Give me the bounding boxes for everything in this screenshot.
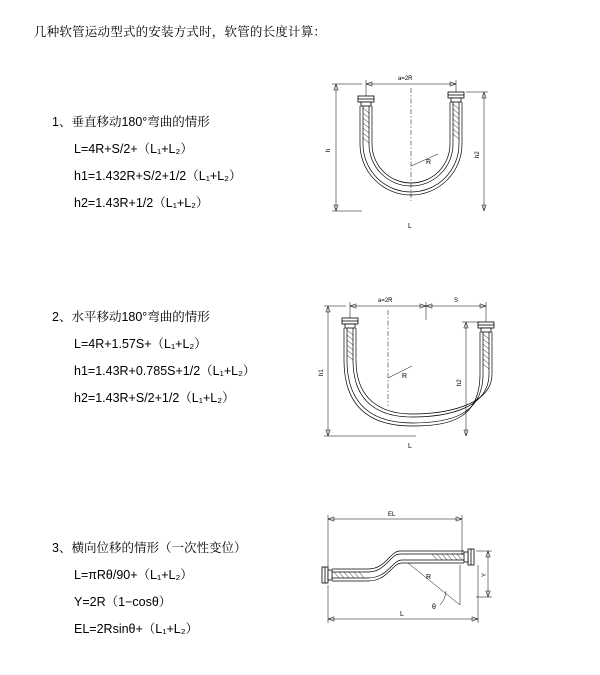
case-1-text-block bbox=[52, 112, 242, 211]
case-1-formula-1: L=4R+S/2+（L₁+L₂） bbox=[74, 142, 193, 156]
case-2-text-block bbox=[52, 307, 255, 406]
svg-text:θ: θ bbox=[432, 604, 436, 611]
svg-text:R: R bbox=[426, 159, 432, 166]
case-3-formula-2: Y=2R（1−cosθ） bbox=[74, 595, 172, 609]
svg-text:L: L bbox=[400, 611, 404, 618]
svg-text:R: R bbox=[426, 574, 432, 581]
case-2-diagram bbox=[316, 286, 516, 466]
case-1-formula-3: h2=1.43R+1/2（L₁+L₂） bbox=[74, 196, 209, 210]
case-3-figure bbox=[300, 505, 510, 640]
case-3-formula-3: EL=2Rsinθ+（L₁+L₂） bbox=[74, 622, 199, 636]
case-2-formula-3: h2=1.43R+S/2+1/2（L₁+L₂） bbox=[74, 391, 235, 405]
svg-text:Y: Y bbox=[482, 572, 488, 577]
case-1-formula-2: h1=1.432R+S/2+1/2（L₁+L₂） bbox=[74, 169, 242, 183]
case-3-diagram bbox=[300, 505, 510, 640]
case-3-title: 3、横向位移的情形（一次性变位） bbox=[52, 541, 247, 555]
svg-text:h: h bbox=[326, 148, 332, 152]
svg-text:EL: EL bbox=[388, 512, 396, 518]
case-1-title: 1、垂直移动180°弯曲的情形 bbox=[52, 115, 210, 129]
svg-text:h1: h1 bbox=[319, 369, 325, 376]
case-2-title: 2、水平移动180°弯曲的情形 bbox=[52, 310, 210, 324]
case-2-figure bbox=[316, 286, 516, 466]
case-1-diagram bbox=[316, 66, 506, 266]
case-3-text-block bbox=[52, 538, 246, 637]
svg-text:L: L bbox=[408, 223, 412, 230]
svg-text:a=2R: a=2R bbox=[398, 76, 413, 82]
case-2-formula-2: h1=1.43R+0.785S+1/2（L₁+L₂） bbox=[74, 364, 256, 378]
case-1-figure bbox=[316, 66, 506, 266]
page-title: 几种软管运动型式的安装方式时，软管的长度计算： bbox=[34, 25, 327, 39]
case-3-formula-1: L=πRθ/90+（L₁+L₂） bbox=[74, 568, 193, 582]
svg-text:L: L bbox=[408, 443, 412, 450]
svg-text:R: R bbox=[402, 373, 408, 380]
svg-text:a=2R: a=2R bbox=[378, 298, 393, 304]
svg-text:S: S bbox=[454, 298, 459, 304]
svg-text:h2: h2 bbox=[457, 379, 463, 386]
case-2-formula-1: L=4R+1.57S+（L₁+L₂） bbox=[74, 337, 207, 351]
svg-text:h2: h2 bbox=[475, 151, 481, 158]
